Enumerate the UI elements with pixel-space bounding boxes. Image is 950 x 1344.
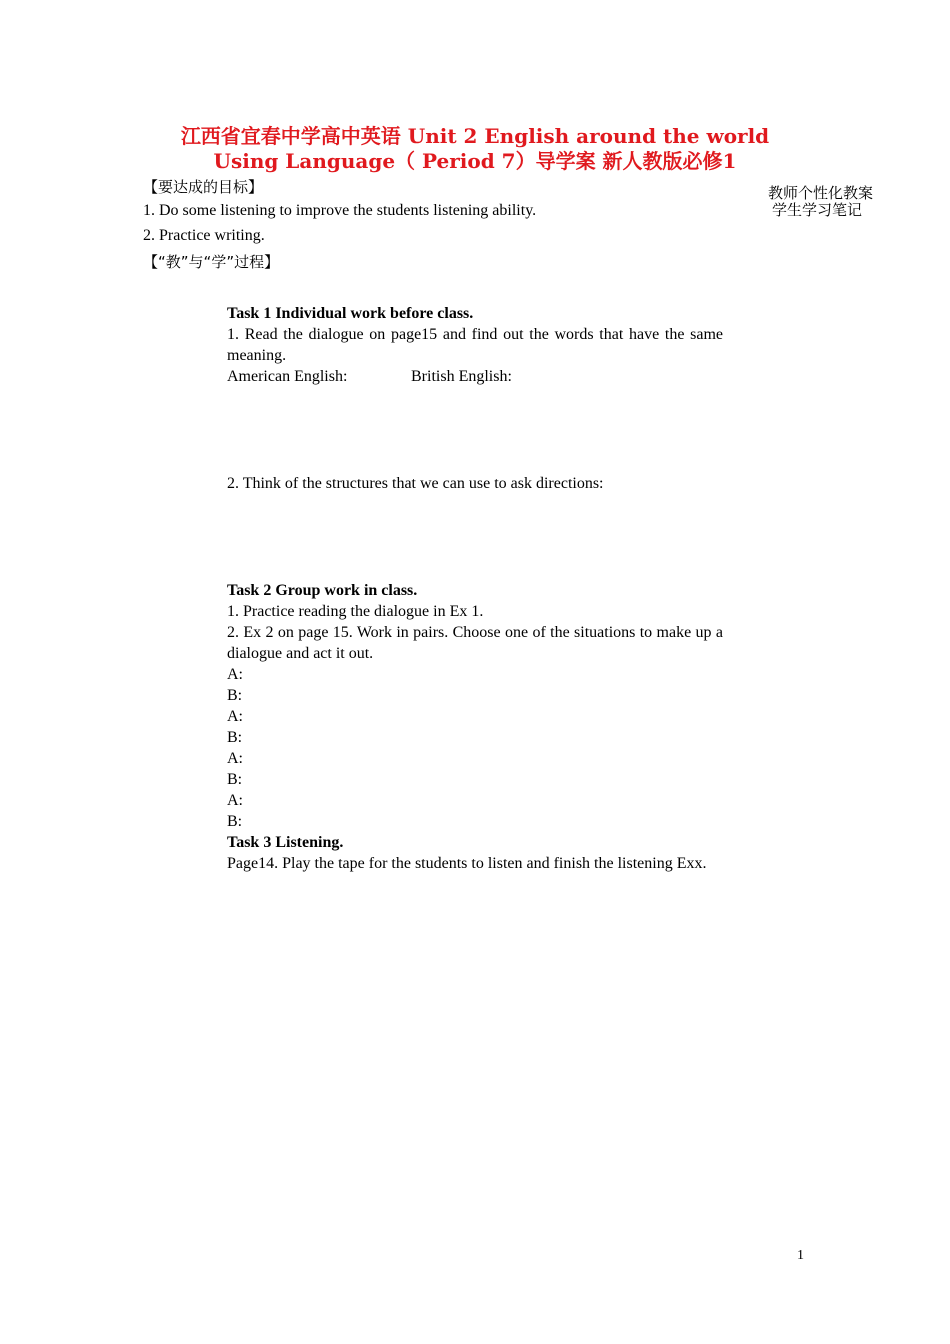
- task3-text: Page14. Play the tape for the students to listen and finish the listening Exx.: [227, 855, 707, 872]
- document-title-line-1: 江西省宜春中学高中英语 Unit 2 English around the world: [180, 124, 770, 148]
- task2-question-2: 2. Ex 2 on page 15. Work in pairs. Choose one of the situations to make up a dialogue and act it out.: [227, 624, 723, 662]
- task1-question-2: 2. Think of the structures that we can use to ask directions:: [227, 475, 604, 492]
- task3-heading: Task 3 Listening.: [227, 834, 344, 851]
- document-title-line-2: Using Language（ Period 7）导学案 新人教版必修1: [213, 149, 737, 173]
- objective-item-2: 2. Practice writing.: [143, 227, 265, 244]
- task2-heading: Task 2 Group work in class.: [227, 582, 418, 599]
- dialogue-line: A:: [227, 750, 243, 767]
- british-english-label: British English:: [411, 368, 512, 385]
- dialogue-line: A:: [227, 792, 243, 809]
- page-number: 1: [797, 1248, 804, 1263]
- dialogue-line: A:: [227, 666, 243, 683]
- sidebar-teacher-notes-label: 教师个性化教案: [768, 184, 874, 202]
- task2-section: [227, 580, 723, 874]
- dialogue-line: B:: [227, 729, 243, 746]
- dialogue-line: B:: [227, 687, 243, 704]
- task1-question-2-block: [227, 473, 723, 494]
- task1-question-1: 1. Read the dialogue on page15 and find out the words that have the same meaning.: [227, 326, 723, 364]
- process-heading: 【“教”与“学”过程】: [143, 253, 280, 271]
- objectives-heading: 【要达成的目标】: [143, 178, 264, 196]
- task1-heading: Task 1 Individual work before class.: [227, 305, 474, 322]
- sidebar-student-notes-label: 学生学习笔记: [772, 201, 863, 219]
- task1-section: [227, 303, 723, 387]
- task2-question-1: 1. Practice reading the dialogue in Ex 1.: [227, 603, 484, 620]
- dialogue-line: A:: [227, 708, 243, 725]
- dialogue-line: B:: [227, 771, 243, 788]
- american-english-label: American English:: [227, 368, 348, 385]
- dialogue-line: B:: [227, 813, 243, 830]
- objective-item-1: 1. Do some listening to improve the students listening ability.: [143, 202, 537, 219]
- task1-word-columns: [227, 366, 723, 387]
